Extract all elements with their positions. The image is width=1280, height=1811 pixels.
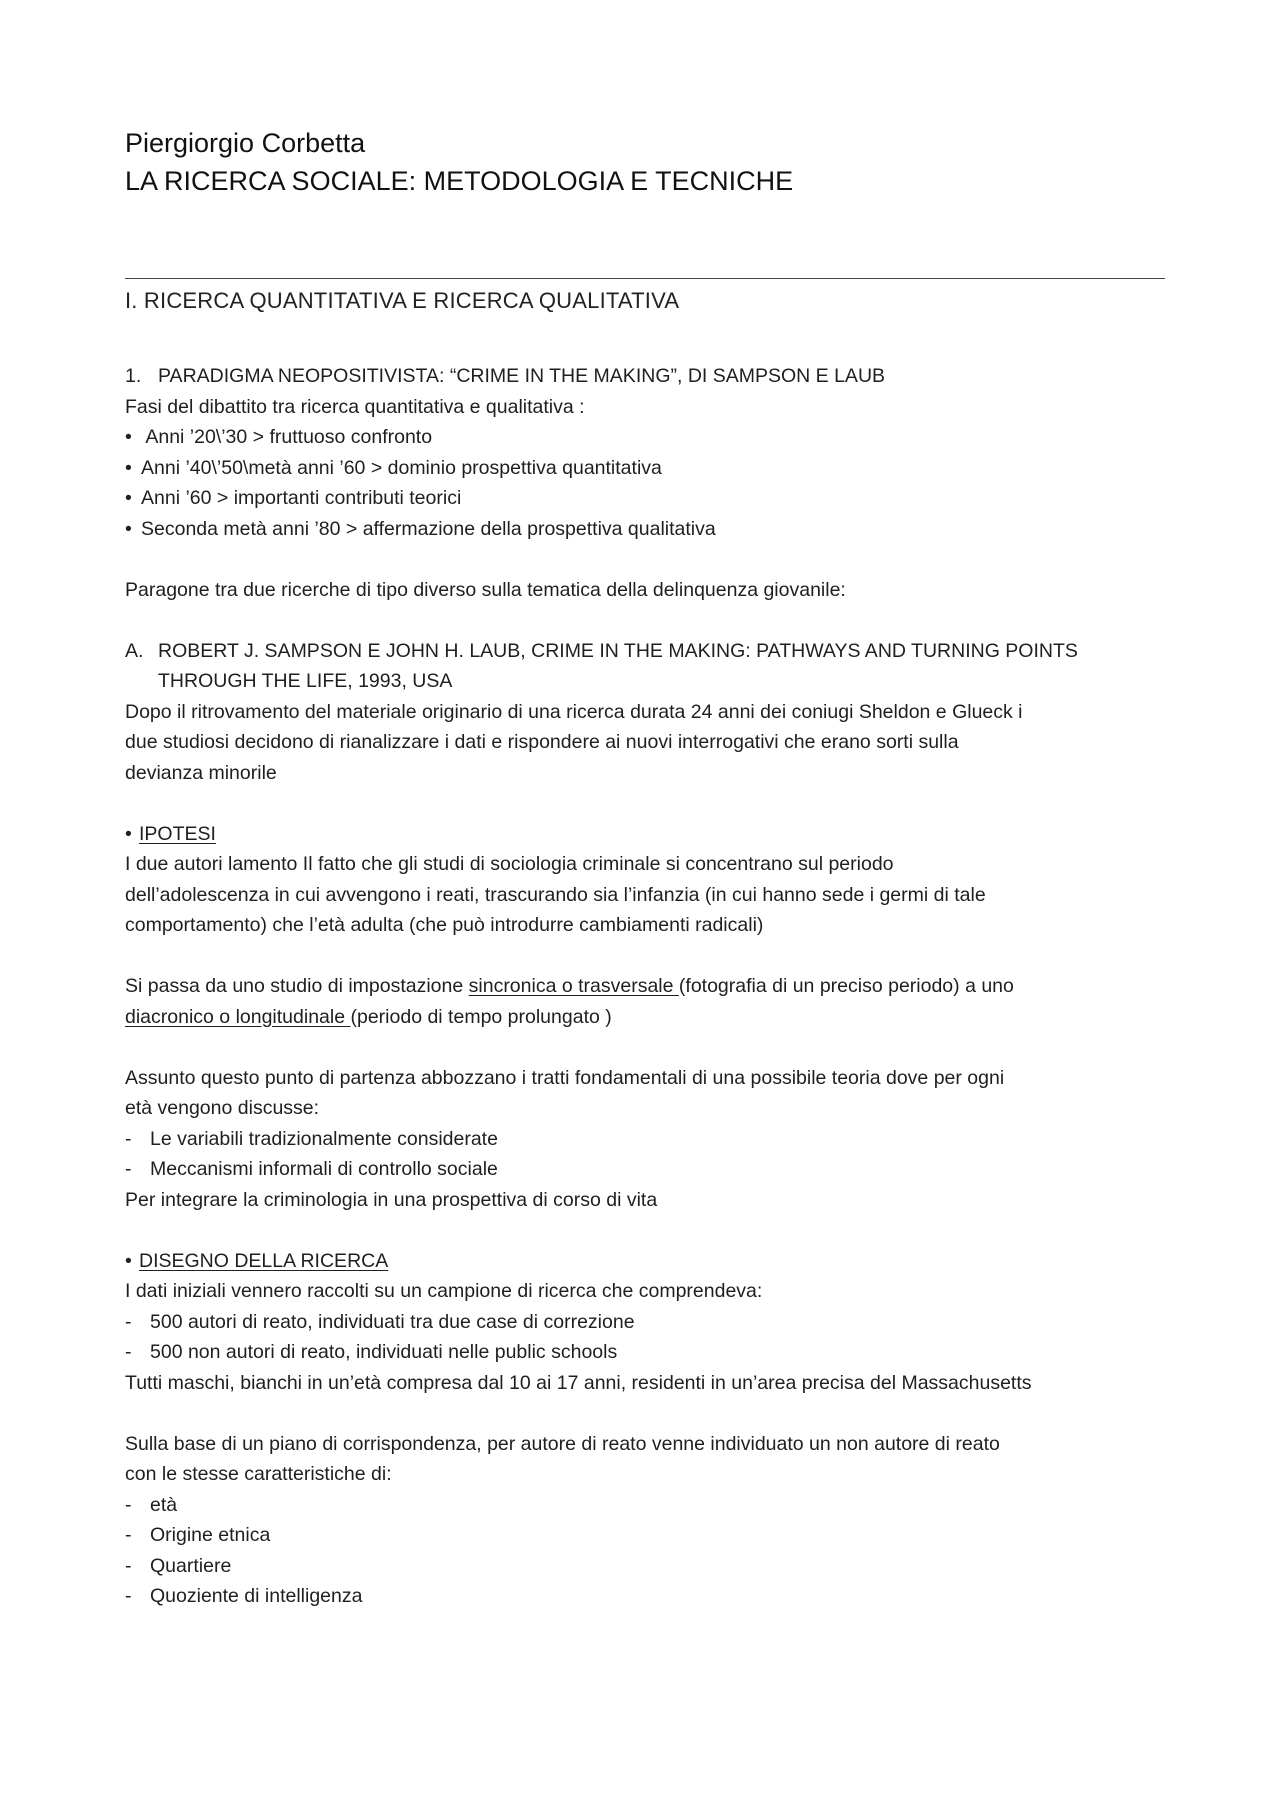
paragraph-line: Dopo il ritrovamento del materiale originario di una ricerca durata 24 anni dei coniugi Sheldon e Glueck i	[125, 700, 1023, 723]
bullet-icon: •	[125, 426, 132, 448]
section-number: 1.	[125, 365, 142, 387]
bullet-icon: •	[125, 517, 132, 540]
dash-icon: -	[125, 1554, 132, 1577]
research-a-title-line1: ROBERT J. SAMPSON E JOHN H. LAUB, CRIME IN THE MAKING: PATHWAYS AND TURNING POINTS	[158, 639, 1078, 662]
paragraph-line: dell’adolescenza in cui avvengono i reati, trascurando sia l’infanzia (in cui hanno sede i germi di tale	[125, 883, 986, 906]
list-item: - Le variabili tradizionalmente considerate	[125, 1124, 1165, 1155]
author-name: Piergiorgio Corbetta	[125, 128, 366, 158]
list-item: - Meccanismi informali di controllo sociale	[125, 1154, 1165, 1185]
paragraph-line: devianza minorile	[125, 761, 277, 784]
document-header	[125, 124, 1165, 200]
dash-icon: -	[125, 1310, 132, 1333]
dash-icon: -	[125, 1524, 132, 1546]
bullet-icon: •	[125, 822, 132, 845]
disegno-heading	[125, 1246, 1165, 1277]
list-item: • Anni ’20\’30 > fruttuoso confronto	[125, 422, 1165, 453]
paragraph-line: Si passa da uno studio di impostazione sincronica o trasversale (fotografia di un preciso periodo) a uno	[125, 975, 1014, 997]
spacer	[125, 1032, 1165, 1063]
horizontal-divider	[125, 278, 1165, 279]
list-item: - 500 autori di reato, individuati tra due case di correzione	[125, 1307, 1165, 1338]
dash-icon: -	[125, 1158, 132, 1180]
paragraph-line: diacronico o longitudinale (periodo di tempo prolungato )	[125, 1005, 612, 1028]
list-item: • Anni ’60 > importanti contributi teorici	[125, 483, 1165, 514]
book-title: LA RICERCA SOCIALE: METODOLOGIA E TECNICHE	[125, 166, 794, 196]
bullet-icon: •	[125, 487, 132, 509]
bullet-icon: •	[125, 1249, 132, 1272]
dash-icon: -	[125, 1585, 132, 1607]
paragraph-line: Tutti maschi, bianchi in un’età compresa dal 10 ai 17 anni, residenti in un’area precisa del Massachusetts	[125, 1371, 1032, 1394]
phases-intro: Fasi del dibattito tra ricerca quantitativa e qualitativa :	[125, 395, 585, 418]
term-sincronica: sincronica o trasversale	[468, 975, 679, 997]
spacer	[125, 1398, 1165, 1429]
list-item: • Seconda metà anni ’80 > affermazione della prospettiva qualitativa	[125, 514, 1165, 545]
spacer	[125, 788, 1165, 819]
ipotesi-heading	[125, 819, 1165, 850]
chapter-title: I. RICERCA QUANTITATIVA E RICERCA QUALITATIVA	[125, 288, 680, 313]
paragraph-line: I due autori lamento Il fatto che gli studi di sociologia criminale si concentrano sul periodo	[125, 853, 894, 875]
research-a-heading	[125, 636, 1165, 667]
paragraph-line: Per integrare la criminologia in una prospettiva di corso di vita	[125, 1188, 658, 1211]
research-letter: A.	[125, 639, 144, 662]
research-a-title-line2: THROUGH THE LIFE, 1993, USA	[158, 670, 453, 692]
spacer	[125, 605, 1165, 636]
spacer	[125, 941, 1165, 972]
ipotesi-heading-label: IPOTESI	[139, 822, 216, 845]
document-page	[125, 0, 1165, 1811]
spacer	[125, 1215, 1165, 1246]
paragraph-line: due studiosi decidono di rianalizzare i dati e rispondere ai nuovi interrogativi che erano sorti sulla	[125, 731, 959, 753]
dash-icon: -	[125, 1127, 132, 1150]
section-heading	[125, 361, 1165, 392]
term-diacronico: diacronico o longitudinale	[125, 1005, 351, 1028]
paragraph-line: Sulla base di un piano di corrispondenza, per autore di reato venne individuato un non autore di reato	[125, 1432, 1000, 1455]
paragraph-line: comportamento) che l’età adulta (che può introdurre cambiamenti radicali)	[125, 914, 764, 936]
paragraph-line: età vengono discusse:	[125, 1097, 320, 1119]
paragraph-line: con le stesse caratteristiche di:	[125, 1463, 392, 1485]
comparison-text: Paragone tra due ricerche di tipo diverso sulla tematica della delinquenza giovanile:	[125, 578, 846, 601]
section-title: PARADIGMA NEOPOSITIVISTA: “CRIME IN THE MAKING”, DI SAMPSON E LAUB	[158, 365, 886, 387]
list-item: - Quartiere	[125, 1551, 1165, 1582]
dash-icon: -	[125, 1341, 132, 1363]
disegno-heading-label: DISEGNO DELLA RICERCA	[139, 1249, 389, 1272]
list-item: - Quoziente di intelligenza	[125, 1581, 1165, 1612]
list-item: - età	[125, 1490, 1165, 1521]
dash-icon: -	[125, 1493, 132, 1516]
spacer	[125, 544, 1165, 575]
paragraph-line: I dati iniziali vennero raccolti su un campione di ricerca che comprendeva:	[125, 1280, 763, 1302]
list-item: • Anni ’40\’50\metà anni ’60 > dominio prospettiva quantitativa	[125, 453, 1165, 484]
list-item: - 500 non autori di reato, individuati nelle public schools	[125, 1337, 1165, 1368]
document-body	[125, 361, 1165, 1612]
list-item: - Origine etnica	[125, 1520, 1165, 1551]
bullet-icon: •	[125, 456, 132, 479]
paragraph-line: Assunto questo punto di partenza abbozzano i tratti fondamentali di una possibile teoria dove per ogni	[125, 1066, 1005, 1089]
